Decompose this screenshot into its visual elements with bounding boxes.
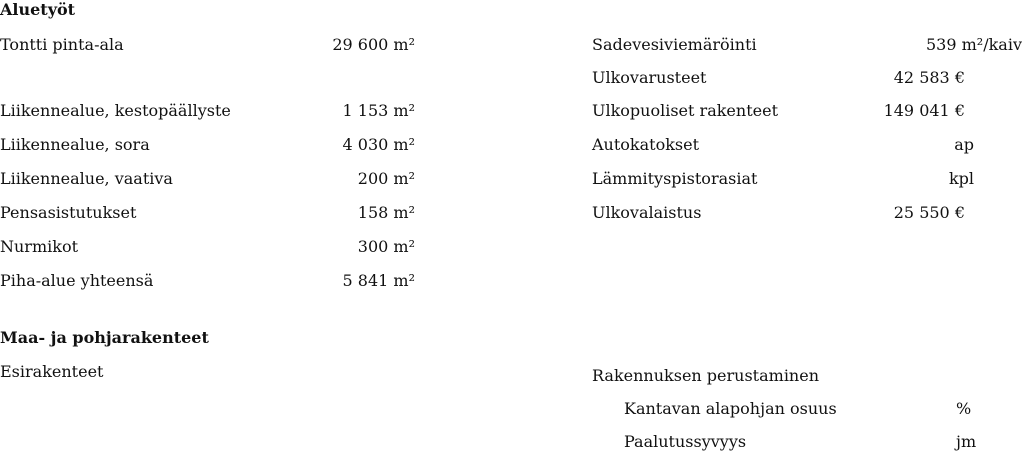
row-label: Rakennuksen perustaminen (592, 366, 820, 385)
list-item-esirakenteet (0, 361, 300, 383)
row-label: Sadevesiviemäröinti (592, 35, 757, 54)
row-label: Nurmikot (0, 237, 78, 256)
row-value: 200 m² (357, 169, 415, 188)
row-value: 4 030 m² (342, 135, 415, 154)
row-label: Autokatokset (592, 135, 700, 154)
row-label: Tontti pinta-ala (0, 35, 124, 54)
list-item-ulkovalaistus (592, 202, 965, 224)
list-item-kantavan-alapohjan-osuus (624, 398, 1014, 420)
row-label: Ulkovarusteet (592, 68, 707, 87)
list-item-sadevesiviemarointi (592, 34, 1022, 56)
row-label: Lämmityspistorasiat (592, 169, 758, 188)
row-value: ap (954, 135, 974, 154)
row-label: Piha-alue yhteensä (0, 271, 154, 290)
list-item-piha-alue-yhteensa (0, 270, 415, 292)
list-item-autokatokset (592, 134, 974, 156)
row-value: 1 153 m² (342, 101, 415, 120)
row-value: 539 m²/kaiv (926, 35, 1022, 54)
list-item-liikennealue-vaativa (0, 168, 415, 190)
row-label: Liikennealue, vaativa (0, 169, 173, 188)
row-label: Pensasistutukset (0, 203, 137, 222)
row-value: 300 m² (357, 237, 415, 256)
row-label: Liikennealue, sora (0, 135, 150, 154)
list-item-liikennealue-sora (0, 134, 415, 156)
list-item-liikennealue-kestopaallyste (0, 100, 415, 122)
row-value: 25 550 € (893, 203, 965, 222)
row-value: 158 m² (357, 203, 415, 222)
section-heading-aluetyot: Aluetyöt (0, 0, 76, 19)
list-item-lammityspistorasiat (592, 168, 974, 190)
row-unit: % (956, 399, 972, 418)
section-heading-maa-ja-pohjarakenteet: Maa- ja pohjarakenteet (0, 328, 209, 347)
row-value: 29 600 m² (332, 35, 415, 54)
list-item-paalutussyvyys (624, 431, 1014, 453)
list-item-rakennuksen-perustaminen (592, 365, 892, 387)
row-value: 42 583 € (893, 68, 965, 87)
row-value: kpl (948, 169, 974, 188)
row-label: Ulkovalaistus (592, 203, 702, 222)
list-item-ulkovarusteet (592, 67, 965, 89)
row-value: 149 041 € (883, 101, 965, 120)
list-item-pensasistutukset (0, 202, 415, 224)
row-value: 5 841 m² (342, 271, 415, 290)
row-label: Kantavan alapohjan osuus (624, 399, 837, 418)
row-unit: jm (956, 432, 977, 451)
row-label: Esirakenteet (0, 362, 104, 381)
row-label: Paalutussyvyys (624, 432, 747, 451)
list-item-ulkopuoliset-rakenteet (592, 100, 965, 122)
row-label: Liikennealue, kestopäällyste (0, 101, 231, 120)
list-item-tontti-pinta-ala (0, 34, 415, 56)
list-item-nurmikot (0, 236, 415, 258)
row-label: Ulkopuoliset rakenteet (592, 101, 778, 120)
